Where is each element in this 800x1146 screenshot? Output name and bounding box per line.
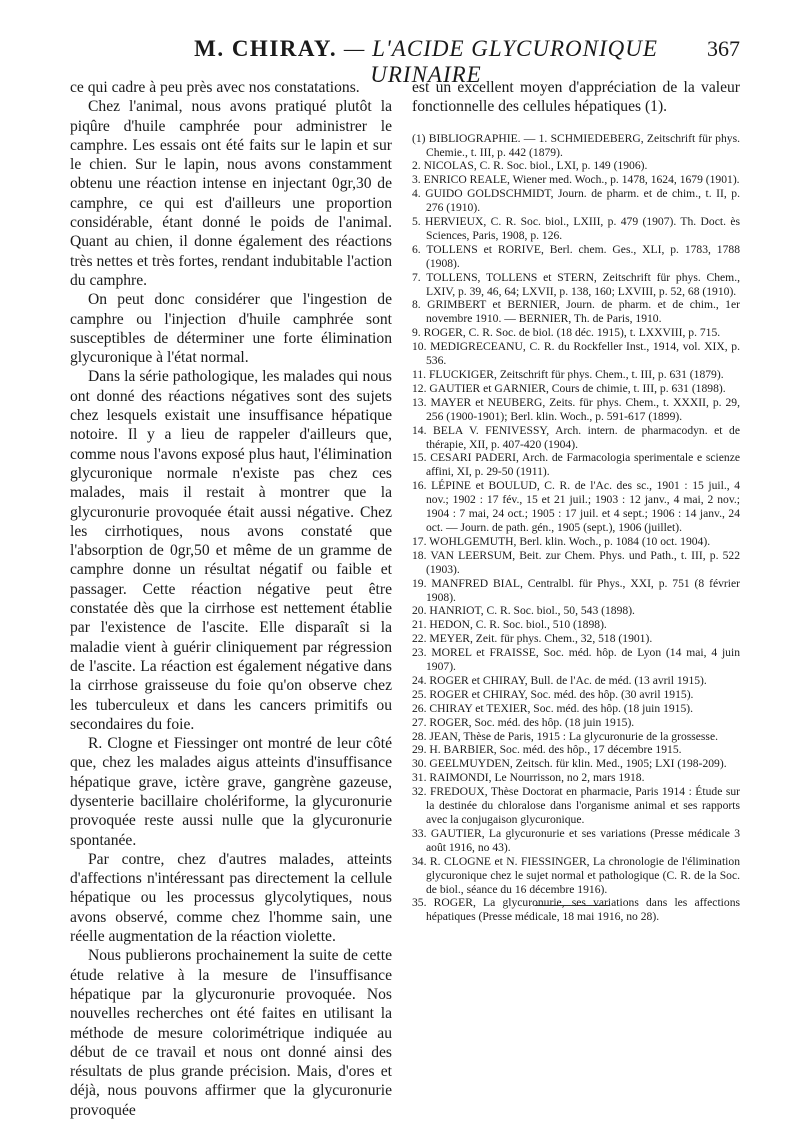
body-paragraph: On peut donc considérer que l'ingestion de camphre ou l'injection d'huile camphrée sont susceptibles de déterminer une forte élimination glycuronique à l'état normal. [70,291,392,367]
reference-item: 3. ENRICO REALE, Wiener med. Woch., p. 1478, 1624, 1679 (1901). [412,173,740,187]
body-paragraph: Par contre, chez d'autres malades, atteints d'affections n'intéressant pas directement la cellule hépatique ou les processus glycolytiques, nous avons observé, comme chez l'homme sain, une réelle augmentation de la réaction violette. [70,850,392,946]
reference-item: 20. HANRIOT, C. R. Soc. biol., 50, 543 (1898). [412,604,635,618]
reference-item: 19. MANFRED BIAL, Centralbl. für Phys., XXI, p. 751 (8 février 1908). [412,576,740,604]
reference-item: 9. ROGER, C. R. Soc. de biol. (18 déc. 1915), t. LXXVIII, p. 715. [412,326,721,340]
body-paragraph: Chez l'animal, nous avons pratiqué plutôt la piqûre d'huile camphrée pour administrer le camphre. Les essais ont été faits sur le lapin et sur le chien. Sur le lapin, nous avons constamment obtenu une réaction intense en injectant 0gr,30 de camphre, ce qui est d'ailleurs une proportion considérable, étant donné le poids de l'animal. Quant au chien, il donne également des réactions très nettes et très fortes, rendant indubitable l'action du camphre. [70,98,392,289]
reference-item: 6. TOLLENS et RORIVE, Berl. chem. Ges., XLI, p. 1783, 1788 (1908). [412,242,740,270]
page-number: 367 [707,36,740,61]
reference-item: 31. RAIMONDI, Le Nourrisson, no 2, mars 1918. [412,771,645,785]
reference-item: 29. H. BARBIER, Soc. méd. des hôp., 17 décembre 1915. [412,743,682,757]
header-author: M. CHIRAY. [194,36,338,61]
reference-item: 14. BELA V. FENIVESSY, Arch. intern. de pharmacodyn. et de thérapie, XII, p. 407-420 (1904). [412,423,740,451]
running-header [70,36,740,87]
reference-item: 30. GEELMUYDEN, Zeitsch. für klin. Med., 1905; LXI (198-209). [412,757,727,771]
continued-paragraph: est un excellent moyen d'appréciation de la valeur fonctionnelle des cellules hépatiques (1). [412,79,740,116]
reference-item: 24. ROGER et CHIRAY, Bull. de l'Ac. de méd. (13 avril 1915). [412,673,707,687]
reference-item: (1) BIBLIOGRAPHIE. — 1. SCHMIEDEBERG, Zeitschrift für phys. Chemie., t. III, p. 442 (1879). [412,131,740,159]
reference-item: 7. TOLLENS, TOLLENS et STERN, Zeitschrift für phys. Chem., LXIV, p. 39, 46, 64; LXVII, p. 138, 160; LXVIII, p. 52, 68 (1910). [412,270,740,298]
bibliography [412,132,740,925]
end-rule [535,905,609,906]
reference-item: 15. CESARI PADERI, Arch. de Farmacologia sperimentale e scienze affini, XI, p. 29-50 (1911). [412,451,740,479]
reference-item: 35. ROGER, La glycuronurie, ses variations dans les affections hépatiques (Presse médicale, 18 mai 1916, no 28). [412,896,740,924]
reference-item: 23. MOREL et FRAISSE, Soc. méd. hôp. de Lyon (14 mai, 4 juin 1907). [412,646,740,674]
reference-item: 32. FREDOUX, Thèse Doctorat en pharmacie, Paris 1914 : Étude sur la destinée du chloralose dans l'organisme animal et ses rapports avec la conjugaison glycuronique. [412,785,740,826]
reference-item: 4. GUIDO GOLDSCHMIDT, Journ. de pharm. et de chim., t. II, p. 276 (1910). [412,187,740,215]
body-paragraph: R. Clogne et Fiessinger ont montré de leur côté que, chez les malades aigus atteints d'insuffisance hépatique grave, ictère grave, gangrène gazeuse, dysenterie bacillaire cholériforme, la glycuronurie provoquée reste aussi nulle que la glycuronurie spontanée. [70,735,392,849]
right-column [412,78,740,924]
body-paragraph: Nous publierons prochainement la suite de cette étude relative à la mesure de l'insuffisance hépatique par la glycuronurie provoquée. Nos nouvelles recherches ont été faites en utilisant la méthode de mesure colorimétrique indiquée au début de ce travail et nous ont donné ainsi des résultats de plus grande précision. Mais, d'ores et déjà, nous pouvons affirmer que la glycuronurie provoquée [70,947,392,1119]
reference-item: 12. GAUTIER et GARNIER, Cours de chimie, t. III, p. 631 (1898). [412,381,726,395]
reference-item: 10. MEDIGRECEANU, C. R. du Rockfeller Inst., 1914, vol. XIX, p. 536. [412,340,740,368]
reference-item: 25. ROGER et CHIRAY, Soc. méd. des hôp. (30 avril 1915). [412,687,694,701]
reference-item: 18. VAN LEERSUM, Beit. zur Chem. Phys. und Path., t. III, p. 522 (1903). [412,548,740,576]
reference-item: 5. HERVIEUX, C. R. Soc. biol., LXIII, p. 479 (1907). Th. Doct. ès Sciences, Paris, 1908, p. 126. [412,215,740,242]
reference-item: 2. NICOLAS, C. R. Soc. biol., LXI, p. 149 (1906). [412,159,648,173]
reference-item: 11. FLUCKIGER, Zeitschrift für phys. Chem., t. III, p. 631 (1879). [412,368,724,381]
reference-item: 33. GAUTIER, La glycuronurie et ses variations (Presse médicale 3 août 1916, no 43). [412,826,740,854]
reference-item: 16. LÉPINE et BOULUD, C. R. de l'Ac. des sc., 1901 : 15 juil., 4 nov.; 1902 : 17 fév., 15 et 21 juil.; 1903 : 12 janv., 4 mai, 2 nov.; 1904 : 7 mai, 24 oct.; 1905 : 17 juil. et 4 sept.; 1906 : 14 janv., 24 oct. — Journ. de path. gén., 1905 (sept.), 1906 (juillet). [412,479,740,534]
reference-item: 26. CHIRAY et TEXIER, Soc. méd. des hôp. (18 juin 1915). [412,701,694,715]
body-paragraph: Dans la série pathologique, les malades qui nous ont donné des réactions négatives sont des sujets chez lesquels existait une insuffisance hépatique notoire. Il y a lieu de rappeler d'ailleurs que, comme nous l'avons exposé plus haut, l'élimination glycuronique normale n'existe pas chez ces malades, mais il restait à montrer que la glycuronurie provoquée était aussi négative. Chez les cirrhotiques, nous avons constaté que l'absorption de 0gr,50 et même de un gramme de camphre donne un résultat négatif ou faible et passager. Cette réaction négative peut être constatée dès que la cirrhose est nettement établie par l'existence de l'ascite. Elle disparaît si la maladie vient à guérir cliniquement par régression de l'ascite. La réaction est également négative dans la cirrhose graisseuse du foie qu'on observe chez les tuberculeux et dans les cancers primitifs ou secondaires du foie. [70,368,392,733]
reference-item: 17. WOHLGEMUTH, Berl. klin. Woch., p. 1084 (10 oct. 1904). [412,534,711,548]
reference-item: 21. HEDON, C. R. Soc. biol., 510 (1898). [412,618,607,632]
header-title: — L'ACIDE GLYCURONIQUE URINAIRE [343,36,658,87]
reference-item: 22. MEYER, Zeit. für phys. Chem., 32, 518 (1901). [412,632,653,646]
reference-item: 13. MAYER et NEUBERG, Zeits. für phys. Chem., t. XXXII, p. 29, 256 (1900-1901); Berl. klin. Woch., p. 591-617 (1899). [412,395,740,423]
reference-item: 28. JEAN, Thèse de Paris, 1915 : La glycuronurie de la grossesse. [412,729,718,743]
reference-item: 27. ROGER, Soc. méd. des hôp. (18 juin 1915). [412,715,635,729]
reference-item: 8. GRIMBERT et BERNIER, Journ. de pharm. et de chim., 1er novembre 1910. — BERNIER, Th. de Paris, 1910. [412,298,740,326]
body-paragraph: ce qui cadre à peu près avec nos constatations. [70,79,360,96]
left-column [70,78,392,1120]
reference-item: 34. R. CLOGNE et N. FIESSINGER, La chronologie de l'élimination glycuronique chez le sujet normal et pathologique (C. R. de la Soc. de biol., séance du 16 décembre 1916). [412,854,740,896]
